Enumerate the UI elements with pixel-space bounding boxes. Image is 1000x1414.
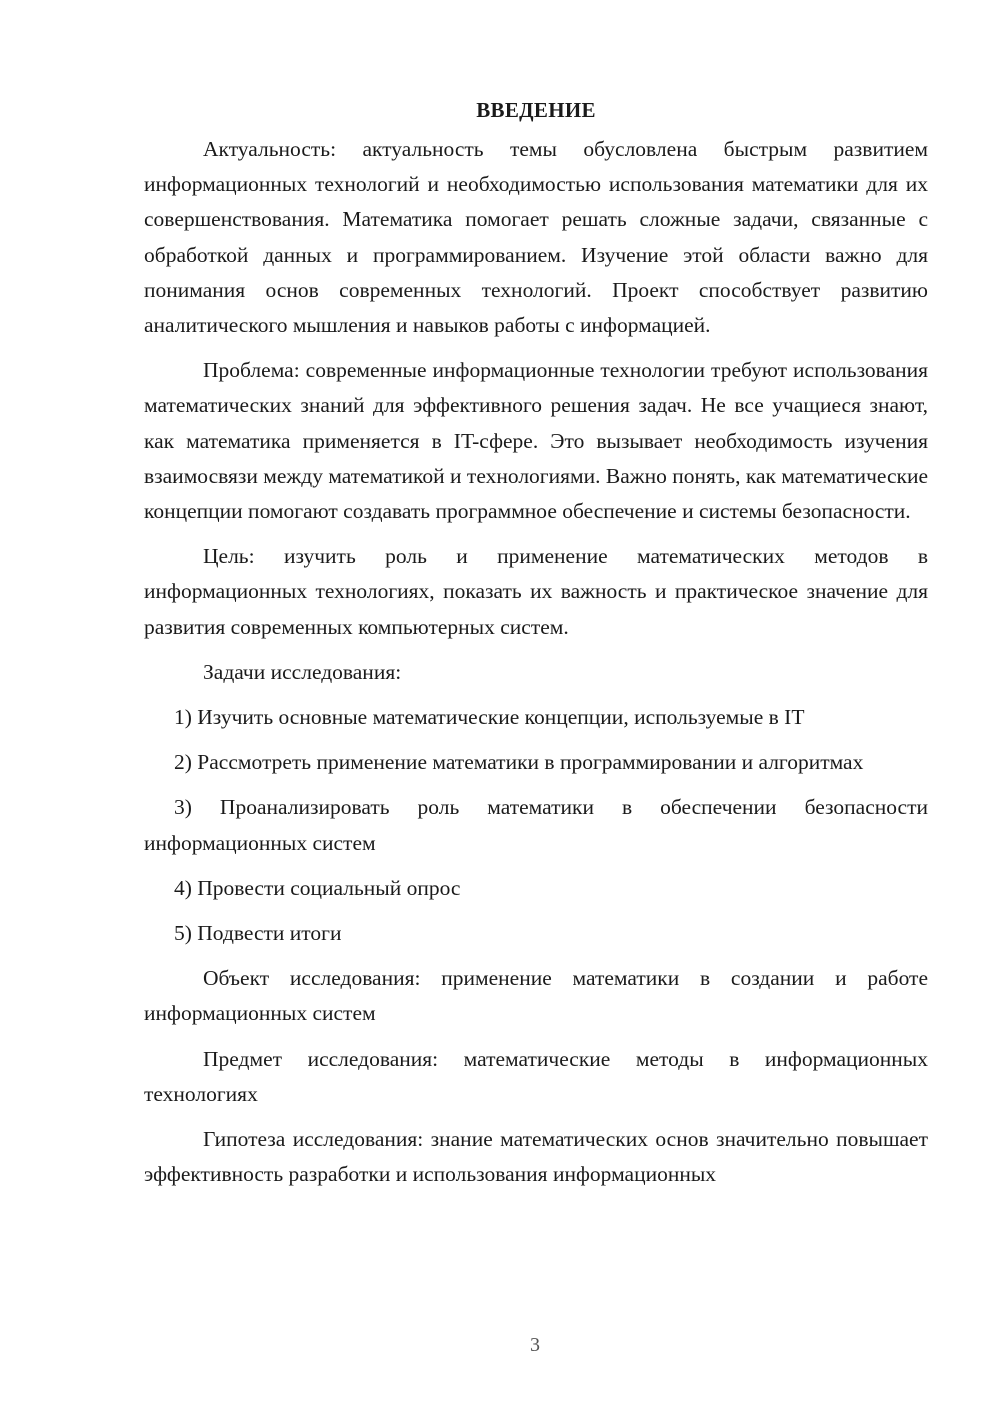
paragraph-hypothesis: Гипотеза исследования: знание математических основ значительно повышает эффективность разработки и использования информационных [144,1127,928,1187]
document-page [144,92,928,1192]
page-number: 3 [530,1334,540,1356]
paragraph-goal: Цель: изучить роль и применение математических методов в информационных технологиях, показать их важность и практическое значение для развития современных компьютерных систем. [144,544,928,639]
task-item-5: 5) Подвести итоги [174,921,342,946]
task-item-4: 4) Провести социальный опрос [174,875,461,900]
task-item-3: 3) Проанализировать роль математики в обеспечении безопасности информационных систем [144,795,928,855]
paragraph-problem: Проблема: современные информационные технологии требуют использования математических знаний для эффективного решения задач. Не все учащиеся знают, как математика применяется в IT-сфере. Это вызывает необходимость изучения взаимосвязи между математикой и технологиями. Важно понять, как математические концепции помогают создавать программное обеспечение и системы безопасности. [144,358,928,524]
page-title: ВВЕДЕНИЕ [476,98,596,122]
task-item-2: 2) Рассмотреть применение математики в программировании и алгоритмах [174,750,864,775]
paragraph-tasks-heading: Задачи исследования: [203,659,402,684]
paragraph-object: Объект исследования: применение математики в создании и работе информационных систем [144,966,928,1026]
paragraph-relevance: Актуальность: актуальность темы обусловлена быстрым развитием информационных технологий и необходимостью использования математики для их совершенствования. Математика помогает решать сложные задачи, связанные с обработкой данных и программированием. Изучение этой области важно для понимания основ современных технологий. Проект способствует развитию аналитического мышления и навыков работы с информацией. [144,137,928,338]
task-item-1: 1) Изучить основные математические концепции, используемые в IT [174,705,805,730]
paragraph-subject: Предмет исследования: математические методы в информационных технологиях [144,1046,928,1106]
